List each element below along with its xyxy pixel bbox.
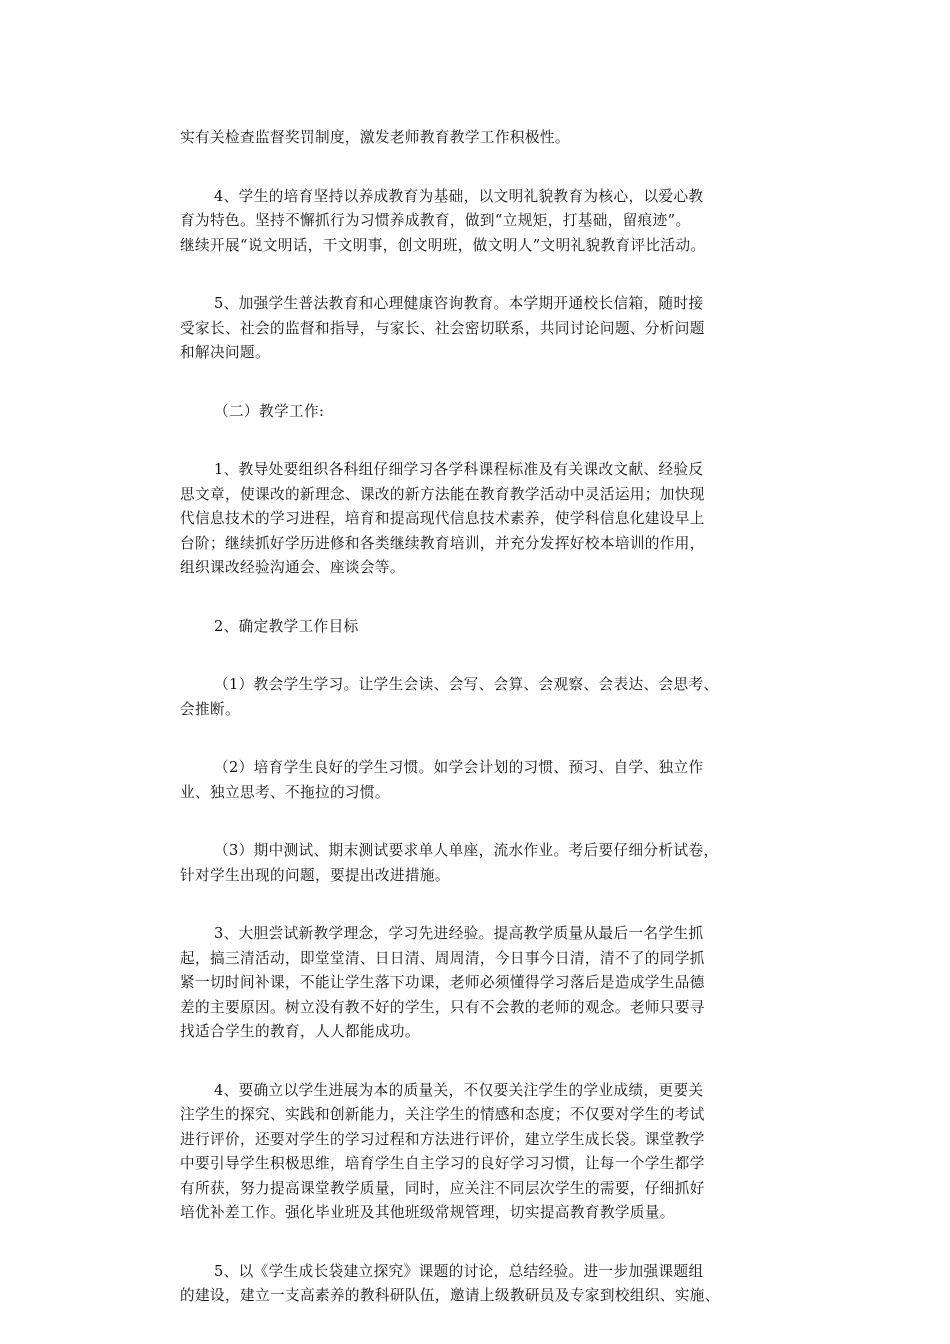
document-body bbox=[180, 126, 780, 1343]
text-line: 针对学生出现的问题，要提出改进措施。 bbox=[180, 866, 450, 884]
text-line: 4、要确立以学生进展为本的质量关，不仅要关注学生的学业成绩，更要关 bbox=[214, 1081, 704, 1099]
text-line: （3）期中测试、期末测试要求单人单座，流水作业。考后要仔细分析试卷， bbox=[214, 842, 719, 859]
text-line: 找适合学生的教育，人人都能成功。 bbox=[180, 1023, 420, 1040]
paragraph-teaching-5 bbox=[180, 1260, 780, 1309]
text-line: 3、大胆尝试新教学理念，学习先进经验。提高教学质量从最后一名学生抓 bbox=[214, 925, 704, 942]
text-line: 1、教导处要组织各科组仔细学习各学科课程标准及有关课改文献、经验反 bbox=[214, 461, 704, 478]
paragraph-item-5-law bbox=[180, 292, 780, 366]
paragraph-teaching-1 bbox=[180, 458, 780, 581]
text-line: 会推断。 bbox=[180, 700, 240, 718]
text-line: （2）培育学生良好的学生习惯。如学会计划的习惯、预习、自学、独立作 bbox=[214, 759, 704, 776]
text-line: 培优补差工作。强化毕业班及其他班级常规管理，切实提高教育教学质量。 bbox=[180, 1204, 675, 1221]
text-line: 业、独立思考、不拖拉的习惯。 bbox=[180, 783, 390, 801]
text-line: 4、学生的培育坚持以养成教育为基础，以文明礼貌教育为核心，以爱心教 bbox=[214, 187, 704, 205]
text-line: 和解决问题。 bbox=[180, 344, 270, 361]
paragraph-goal-3 bbox=[180, 839, 780, 888]
text-line: 2、确定教学工作目标 bbox=[214, 617, 359, 635]
text-line: 思文章，使课改的新理念、课改的新方法能在教育教学活动中灵活运用；加快现 bbox=[180, 485, 705, 503]
text-line: 起，搞三清活动，即堂堂清、日日清、周周清，今日事今日清，清不了的同学抓 bbox=[180, 949, 705, 967]
text-line: 紧一切时间补课，不能让学生落下功课，老师必须懂得学习落后是造成学生品德 bbox=[180, 974, 705, 991]
paragraph-teaching-3 bbox=[180, 922, 780, 1045]
paragraph-section-teaching bbox=[180, 400, 780, 425]
text-line: 代信息技术的学习进程，培育和提高现代信息技术素养，使学科信息化建设早上 bbox=[180, 510, 705, 527]
text-line: 中要引导学生积极思维，培育学生自主学习的良好学习习惯，让每一个学生都学 bbox=[180, 1155, 705, 1172]
text-line: 注学生的探究、实践和创新能力，关注学生的情感和态度；不仅要对学生的考试 bbox=[180, 1106, 705, 1123]
text-line: 有所获，努力提高课堂教学质量，同时，应关注不同层次学生的需要，仔细抓好 bbox=[180, 1179, 705, 1197]
text-line: 差的主要原因。树立没有教不好的学生，只有不会教的老师的观念。老师只要寻 bbox=[180, 998, 705, 1016]
paragraph-item-4-habits bbox=[180, 185, 780, 259]
text-line: 受家长、社会的监督和指导，与家长、社会密切联系，共同讨论问题、分析问题 bbox=[180, 319, 705, 337]
text-line: 继续开展“说文明话，干文明事，创文明班，做文明人”文明礼貌教育评比活动。 bbox=[180, 236, 706, 254]
paragraph-inspection-system bbox=[180, 126, 780, 151]
paragraph-teaching-4 bbox=[180, 1079, 780, 1226]
text-line: （二）教学工作: bbox=[214, 402, 325, 420]
text-line: 5、以《学生成长袋建立探究》课题的讨论，总结经验。进一步加强课题组 bbox=[214, 1262, 704, 1280]
paragraph-teaching-2 bbox=[180, 615, 780, 640]
text-line: 进行评价，还要对学生的学习过程和方法进行评价，建立学生成长袋。课堂教学 bbox=[180, 1130, 705, 1148]
text-line: 台阶；继续抓好学历进修和各类继续教育培训，并充分发挥好校本培训的作用， bbox=[180, 534, 705, 552]
paragraph-goal-1 bbox=[180, 673, 780, 722]
text-line: 组织课改经验沟通会、座谈会等。 bbox=[180, 559, 405, 576]
text-line: （1）教会学生学习。让学生会读、会写、会算、会观察、会表达、会思考、 bbox=[214, 676, 719, 693]
paragraph-goal-2 bbox=[180, 756, 780, 805]
text-line: 实有关检查监督奖罚制度，激发老师教育教学工作积极性。 bbox=[180, 129, 570, 146]
text-line: 5、加强学生普法教育和心理健康咨询教育。本学期开通校长信箱，随时接 bbox=[214, 295, 704, 312]
text-line: 的建设，建立一支高素养的教科研队伍，邀请上级教研员及专家到校组织、实施、 bbox=[180, 1287, 720, 1304]
text-line: 育为特色。坚持不懈抓行为习惯养成教育，做到“立规矩，打基础，留痕迹”。 bbox=[180, 212, 691, 229]
